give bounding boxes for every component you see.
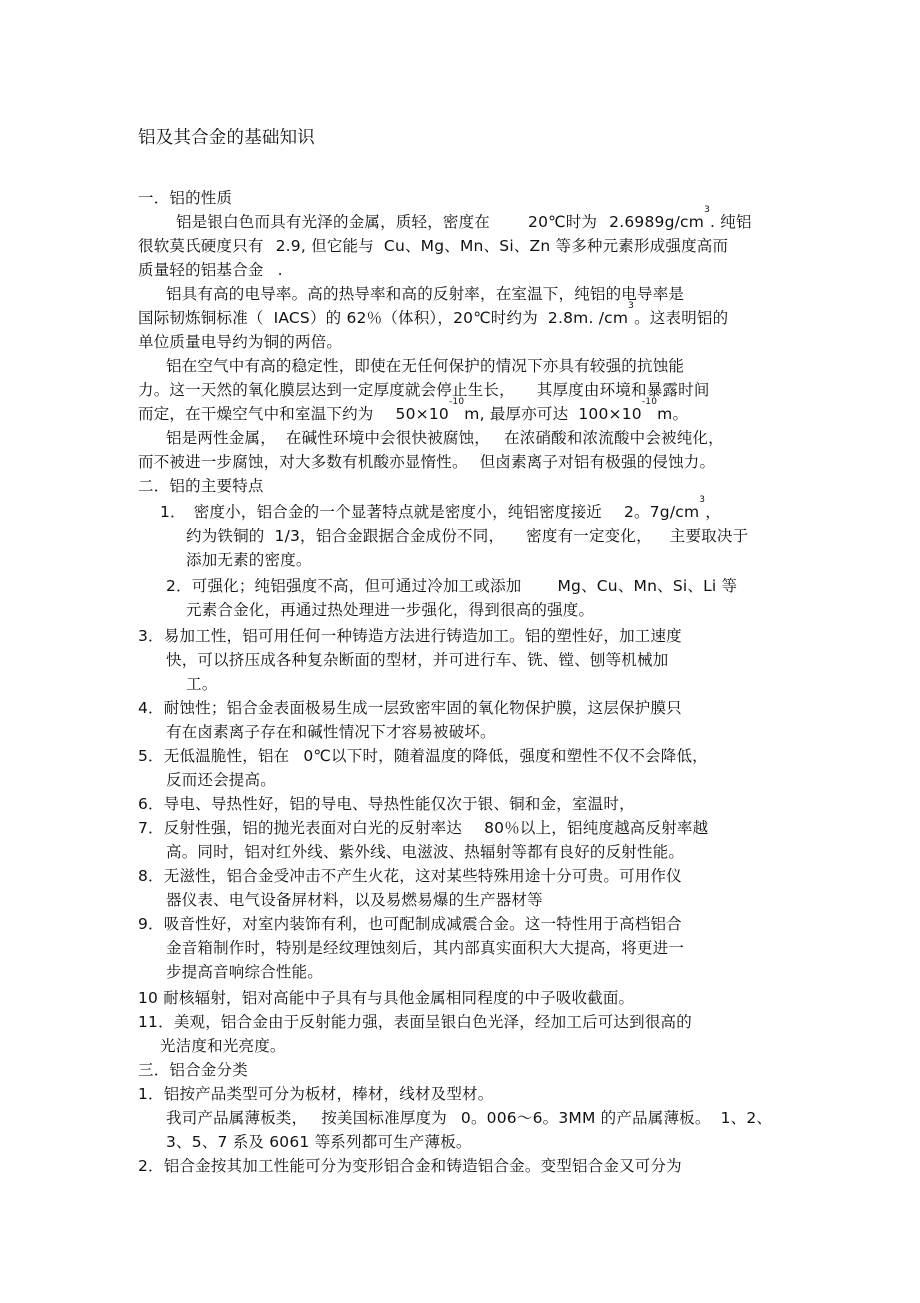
text-run: 80％以上，铝纯度越高反射率越 [484, 819, 709, 837]
text-run: . 纯铝 [710, 213, 752, 231]
s2-item-4-line-2: 有在卤素离子存在和碱性情况下才容易被破坏。 [166, 723, 496, 741]
text-run: Cu、Mg、Mn、Si、Zn 等多种元素形成强度高而 [383, 237, 729, 255]
text-run: 而不被进一步腐蚀，对大多数有机酸亦显惰性。 [138, 453, 468, 471]
text-run: 约为铁铜的 [186, 527, 265, 545]
s2-item-2-line-1 [166, 576, 737, 596]
s1-p1-line-2 [138, 236, 728, 256]
s1-p4-line-1 [166, 428, 724, 448]
superscript: 3 [628, 301, 635, 311]
text-run: 力。这一天然的氧化膜层达到一定厚度就会停止生长， [138, 381, 515, 399]
text-run: m。 [657, 405, 689, 423]
s1-p2-line-2 [138, 301, 729, 328]
superscript: 3 [704, 205, 711, 215]
s2-item-7-line-1 [138, 818, 708, 838]
text-run: 铝是银白色而具有光泽的金属，质轻，密度在 [176, 213, 491, 231]
text-run: 0。006～6。3MM 的产品属薄板。 [460, 1109, 711, 1127]
text-run: 。这表明铝的 [634, 309, 729, 327]
text-run: ， [705, 503, 721, 521]
text-run: 2.6989g/cm [609, 213, 705, 231]
s2-item-3-line-2: 快，可以挤压成各种复杂断面的型材，并可进行车、铣、镗、刨等机械加 [166, 651, 669, 669]
text-run: 100×10 [578, 405, 642, 423]
text-run: 7．反射性强，铝的抛光表面对白光的反射率达 [138, 819, 463, 837]
list-number: 1． [160, 503, 186, 521]
s2-item-4-line-1: 4．耐蚀性；铝合金表面极易生成一层致密牢固的氧化物保护膜，这层保护膜只 [138, 699, 682, 717]
s2-item-1-line-2 [186, 526, 748, 546]
text-run: 在碱性环境中会很快被腐蚀， [285, 429, 491, 447]
s3-item-1-line-3: 3、5、7 系及 6061 等系列都可生产薄板。 [166, 1133, 472, 1151]
s1-p2-line-1: 铝具有高的电导率。高的热导率和高的反射率，在室温下，纯铝的电导率是 [166, 285, 685, 303]
text-run: 很软莫氏硬度只有 [138, 237, 264, 255]
text-run: 2。7g/cm [623, 503, 700, 521]
s2-item-3-line-1: 3．易加工性，铝可用任何一种铸造方法进行铸造加工。铝的塑性好，加工速度 [138, 627, 682, 645]
text-run: 在浓硝酸和浓流酸中会被纯化， [504, 429, 724, 447]
text-run: 密度有一定变化， [526, 527, 652, 545]
doc-title: 铝及其合金的基础知识 [138, 128, 315, 148]
s2-item-7-line-2: 高。同时，铝对红外线、紫外线、电滋波、热辐射等都有良好的反射性能。 [166, 843, 685, 861]
text-run: 0℃以下时，随着温度的降低，强度和塑性不仅不会降低， [303, 747, 708, 765]
text-run: IACS）的 62％（体积），20℃时约为 [273, 309, 538, 327]
s2-item-8-line-1: 8．无滋性，铝合金受冲击不产生火花，这对某些特殊用途十分可贵。可用作仪 [138, 867, 682, 885]
text-run: 国际韧炼铜标准（ [138, 309, 264, 327]
s2-item-6-line-1: 6．导电、导热性好，铝的导电、导热性能仅次于银、铜和金，室温时， [138, 795, 635, 813]
text-run: 20℃时为 [528, 213, 598, 231]
s2-item-2-line-2: 元素合金化，再通过热处理进一步强化，得到很高的强度。 [186, 601, 595, 619]
s2-item-11-line-1: 11．美观，铝合金由于反射能力强，表面呈银白色光泽，经加工后可达到很高的 [138, 1013, 692, 1031]
superscript: -10 [448, 397, 465, 407]
text-run: 密度小，铝合金的一个显著特点就是密度小，纯铝密度接近 [193, 503, 602, 521]
text-run: 5．无低温脆性，铝在 [138, 747, 290, 765]
text-run: 主要取决于 [669, 527, 749, 545]
text-run: 按美国标准厚度为 [321, 1109, 447, 1127]
text-run: 但卤素离子对铝有极强的侵蚀力。 [479, 453, 716, 471]
text-run: 1/3，铝合金跟据合金成份不同， [274, 527, 505, 545]
s1-p1-line-1 [176, 205, 752, 232]
text-run: . [277, 261, 283, 279]
text-run: 而定，在干燥空气中和室温下约为 [138, 405, 374, 423]
text-run: 2.8m. /cm [547, 309, 629, 327]
s1-p3-line-2 [138, 380, 710, 400]
s2-item-5-line-1 [138, 746, 708, 766]
section-3-heading: 三．铝合金分类 [138, 1061, 248, 1079]
text-run: 其厚度由环境和暴露时间 [536, 381, 710, 399]
s2-item-9-line-2: 金音箱制作时，特别是经纹理蚀刻后，其内部真实面积大大提高，将更进一 [166, 939, 685, 957]
s2-item-1-line-3: 添加无素的密度。 [186, 551, 312, 569]
s1-p3-line-3 [138, 397, 689, 424]
s2-item-9-line-1: 9．吸音性好，对室内装饰有利，也可配制成减震合金。这一特性用于高档铝合 [138, 915, 682, 933]
text-run: 我司产品属薄板类， [166, 1109, 308, 1127]
text-run: 铝是两性金属， [166, 429, 276, 447]
text-run: Mg、Cu、Mn、Si、Li 等 [557, 577, 738, 595]
s3-item-1-line-2 [166, 1108, 772, 1128]
s2-item-11-line-2: 光洁度和光亮度。 [160, 1037, 286, 1055]
text-run: 50×10 [395, 405, 449, 423]
s2-item-9-line-3: 步提高音响综合性能。 [166, 963, 324, 981]
s3-item-1-line-1: 1．铝按产品类型可分为板材，棒材，线材及型材。 [138, 1085, 494, 1103]
section-2-heading: 二．铝的主要特点 [138, 477, 264, 495]
superscript: -10 [641, 397, 658, 407]
s2-item-5-line-2: 反而还会提高。 [166, 771, 276, 789]
section-1-heading: 一．铝的性质 [138, 189, 233, 207]
s2-item-10-line-1: 10 耐核辐射，铝对高能中子具有与具他金属相同程度的中子吸收截面。 [138, 989, 635, 1007]
text-run: 质量轻的铝基合金 [138, 261, 264, 279]
s1-p4-line-2 [138, 452, 715, 472]
s2-item-1-line-1 [160, 495, 721, 522]
s2-item-3-line-3: 工。 [186, 675, 218, 693]
s1-p2-line-3: 单位质量电导约为铜的两倍。 [138, 333, 343, 351]
text-run: 2.9, 但它能与 [275, 237, 374, 255]
s2-item-8-line-2: 器仪表、电气设备屏材料，以及易燃易爆的生产器材等 [166, 891, 543, 909]
text-run: 1、2、 [720, 1109, 773, 1127]
superscript: 3 [699, 495, 706, 505]
text-run: 2．可强化；纯铝强度不高，但可通过冷加工或添加 [166, 577, 522, 595]
text-run: m, 最厚亦可达 [464, 405, 569, 423]
s1-p3-line-1: 铝在空气中有高的稳定性，即使在无任何保护的情况下亦具有较强的抗蚀能 [166, 357, 685, 375]
s1-p1-line-3 [138, 260, 283, 280]
s3-item-2-line-1: 2．铝合金按其加工性能可分为变形铝合金和铸造铝合金。变型铝合金又可分为 [138, 1157, 682, 1175]
